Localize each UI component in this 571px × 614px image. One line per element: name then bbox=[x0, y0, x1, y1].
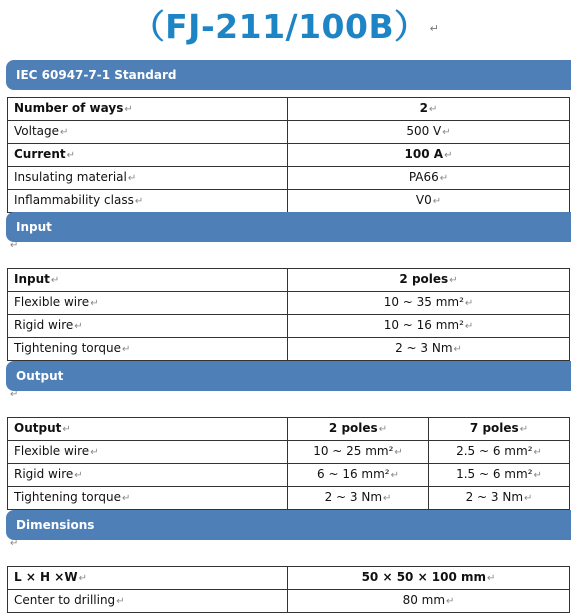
dimensions-section-banner: Dimensions bbox=[6, 510, 571, 540]
row-value: 100 A↵ bbox=[288, 144, 570, 167]
row-value-7-poles: 1.5 ~ 6 mm²↵ bbox=[429, 464, 570, 487]
table-row bbox=[8, 567, 570, 590]
standard-table bbox=[7, 97, 570, 213]
table-row bbox=[8, 167, 570, 190]
table-row bbox=[8, 121, 570, 144]
output-section-banner: Output bbox=[6, 361, 571, 391]
row-label: Input↵ bbox=[8, 269, 288, 292]
dimensions-table bbox=[7, 566, 570, 613]
row-value-7-poles: 2 ~ 3 Nm↵ bbox=[429, 487, 570, 510]
table-row bbox=[8, 418, 570, 441]
row-value: 2 poles↵ bbox=[288, 269, 570, 292]
paragraph-mark-icon: ↵ bbox=[10, 389, 19, 400]
table-row bbox=[8, 338, 570, 361]
row-label: Voltage↵ bbox=[8, 121, 288, 144]
row-value: PA66↵ bbox=[288, 167, 570, 190]
row-value: 10 ~ 16 mm²↵ bbox=[288, 315, 570, 338]
row-value: 2 ~ 3 Nm↵ bbox=[288, 338, 570, 361]
table-row bbox=[8, 98, 570, 121]
paragraph-mark-icon: ↵ bbox=[429, 21, 440, 35]
input-table bbox=[7, 268, 570, 361]
row-label: Tightening torque↵ bbox=[8, 487, 288, 510]
row-label: Output↵ bbox=[8, 418, 288, 441]
row-label: Flexible wire↵ bbox=[8, 292, 288, 315]
row-value: 50 × 50 × 100 mm↵ bbox=[288, 567, 570, 590]
table-row bbox=[8, 487, 570, 510]
row-label: L × H ×W↵ bbox=[8, 567, 288, 590]
row-label: Insulating material↵ bbox=[8, 167, 288, 190]
table-row bbox=[8, 144, 570, 167]
document-title bbox=[0, 4, 571, 50]
output-table bbox=[7, 417, 570, 510]
row-label: Current↵ bbox=[8, 144, 288, 167]
row-value: 10 ~ 35 mm²↵ bbox=[288, 292, 570, 315]
input-section-banner: Input bbox=[6, 212, 571, 242]
row-label: Number of ways↵ bbox=[8, 98, 288, 121]
standard-section-banner: IEC 60947-7-1 Standard bbox=[6, 60, 571, 90]
table-row bbox=[8, 441, 570, 464]
row-label: Inflammability class↵ bbox=[8, 190, 288, 213]
row-label: Rigid wire↵ bbox=[8, 464, 288, 487]
row-value-2-poles: 2 ~ 3 Nm↵ bbox=[288, 487, 429, 510]
paragraph-mark-icon: ↵ bbox=[10, 240, 19, 251]
row-value-7-poles: 2.5 ~ 6 mm²↵ bbox=[429, 441, 570, 464]
table-row bbox=[8, 464, 570, 487]
row-label: Center to drilling↵ bbox=[8, 590, 288, 613]
table-row bbox=[8, 190, 570, 213]
title-text: （FJ-211/100B） bbox=[131, 7, 428, 46]
row-value: 80 mm↵ bbox=[288, 590, 570, 613]
row-label: Rigid wire↵ bbox=[8, 315, 288, 338]
row-value: V0↵ bbox=[288, 190, 570, 213]
table-row bbox=[8, 269, 570, 292]
row-value-7-poles: 7 poles↵ bbox=[429, 418, 570, 441]
paragraph-mark-icon: ↵ bbox=[10, 538, 19, 549]
table-row bbox=[8, 315, 570, 338]
row-label: Tightening torque↵ bbox=[8, 338, 288, 361]
row-value-2-poles: 2 poles↵ bbox=[288, 418, 429, 441]
row-value-2-poles: 10 ~ 25 mm²↵ bbox=[288, 441, 429, 464]
row-label: Flexible wire↵ bbox=[8, 441, 288, 464]
row-value-2-poles: 6 ~ 16 mm²↵ bbox=[288, 464, 429, 487]
table-row bbox=[8, 590, 570, 613]
row-value: 2↵ bbox=[288, 98, 570, 121]
table-row bbox=[8, 292, 570, 315]
row-value: 500 V↵ bbox=[288, 121, 570, 144]
